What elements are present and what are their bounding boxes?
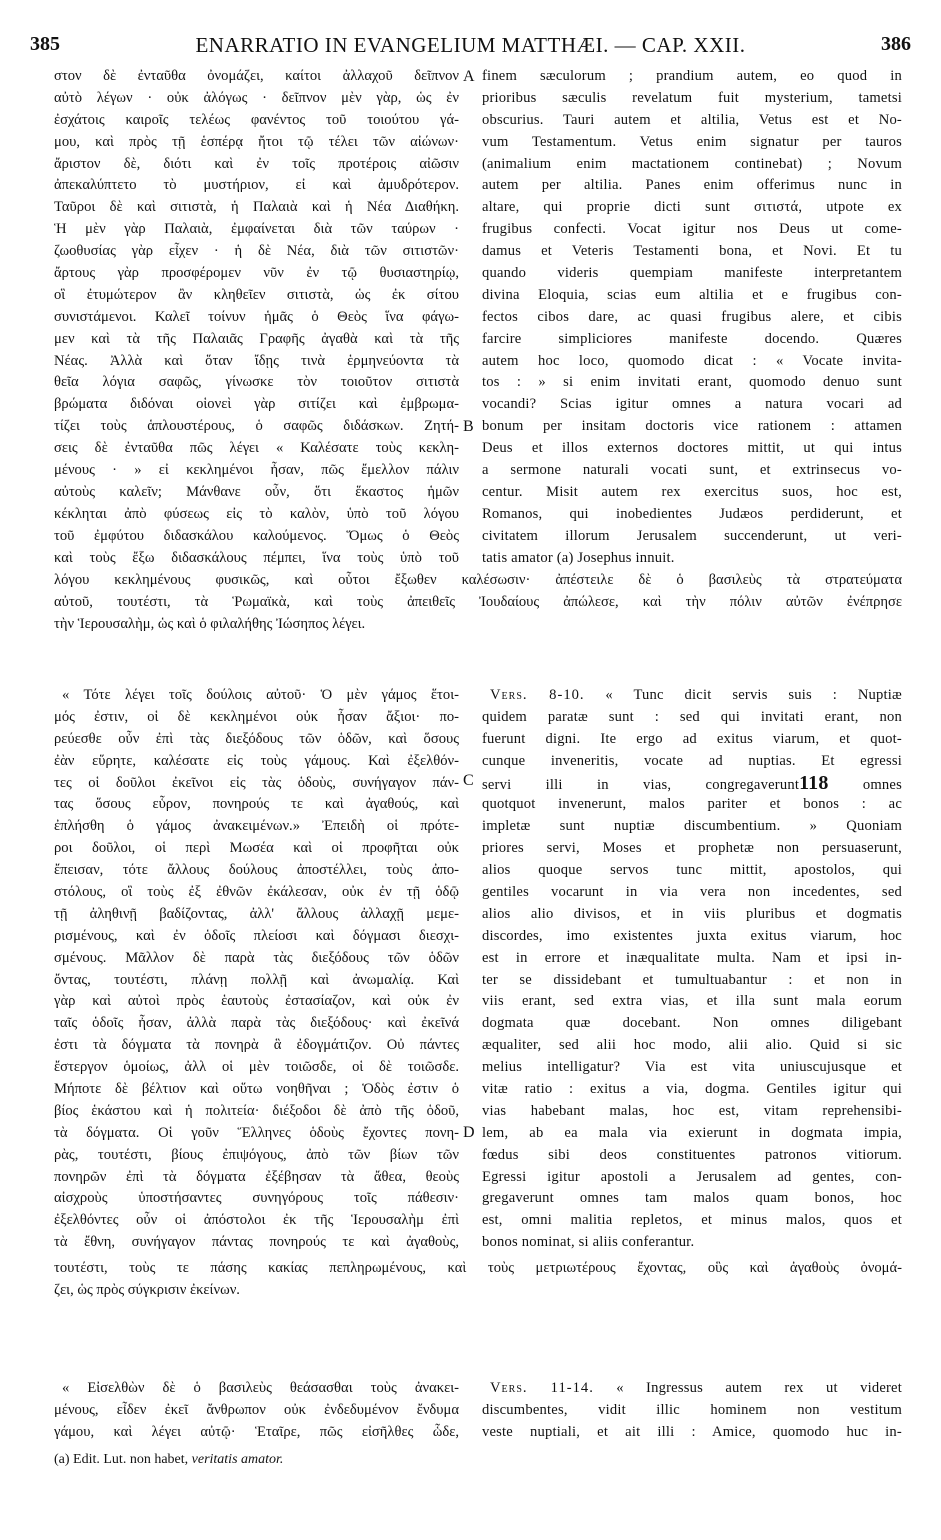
greek-column-middle xyxy=(54,685,459,1254)
text-line: τὰ ἔθνη, συνήγαγον πάντας πονηρούς τε καὶ ἀγαθοὺς, xyxy=(54,1234,459,1251)
greek-column-top xyxy=(54,66,459,569)
text-line: veste nuptiali, et ait illi : Amice, quomodo huc in- xyxy=(482,1423,902,1440)
text-line: prioribus sæculis revelatum fuit mysterium, tametsi xyxy=(482,89,902,106)
footnote-italic: veritatis amator. xyxy=(191,1452,284,1467)
text-line: autem hoc loco, quomodo dicat : « Vocate invita- xyxy=(482,352,902,369)
text-line: tatis amator (a) Josephus innuit. xyxy=(482,549,675,566)
text-line: σμένους. Μᾶλλον δὲ παρὰ τὰς διεξόδους τῶν ὁδῶν xyxy=(54,949,459,966)
latin-column-top xyxy=(482,66,902,569)
section-marker-b: B xyxy=(463,418,474,435)
text-line: καὶ τοὺς ἔξω διδασκάλους πέμπει, ἵνα τοὺς ὑπὸ τοῦ xyxy=(54,549,459,566)
text-line: στον δὲ ἐνταῦθα ὀνομάζει, καίτοι ἀλλαχοῦ δεῖπνον xyxy=(54,68,459,84)
text-line: τῇ ἀληθινῇ βαδίζοντας, ἀλλ' ἄλλους ἀλλαχῇ μεμε- xyxy=(54,905,459,922)
text-line: impletæ sunt nuptiæ discumbentium. » Quoniam xyxy=(482,818,902,835)
text-line: ἀπεκαλύπτετο τὸ μυστήριον, εἰ καὶ ἀμυδρότερον. xyxy=(54,177,459,194)
text-line: Νέας. Ἀλλὰ καὶ ὅταν ἴδῃς τινὰ ἑρμηνεύοντα τὰ xyxy=(54,352,459,369)
verse-reference: Vers. 11-14. xyxy=(490,1380,594,1396)
text-line: divina Eloquia, scias eum altilia et e frugibus con- xyxy=(482,286,902,303)
text-line: melius intelligatur? Via est vita uniuscujusque et xyxy=(482,1059,902,1076)
text-line: frugibus confecti. Vocat igitur nos Deus ut come- xyxy=(482,221,902,238)
text-line: fuerunt digni. Ite ergo ad exitus viarum, et quot- xyxy=(482,730,902,747)
latin-column-bottom xyxy=(482,1378,902,1444)
text-line: βίος ἑκάστου καὶ ἡ πολιτεία· διέξοδοι δὲ ἀπὸ τῆς ὁδοῦ, xyxy=(54,1102,459,1119)
text-line: tos : » si enim invitati erant, quomodo denuo sunt xyxy=(482,374,902,391)
text-line: ρὰς, τουτέστι, βίους ἐπιψόγους, ἀπὸ τῶν βίων τῶν xyxy=(54,1146,459,1163)
text-line: ταῖς ὁδοῖς ἦσαν, ἀλλὰ παρὰ τὰς διεξόδους· καὶ ἐκεῖνά xyxy=(54,1015,459,1032)
text-line: στόλους, οἳ τοὺς ἐξ ἐθνῶν ἐκάλεσαν, οὐκ ἐν τῇ ὁδῷ xyxy=(54,884,459,901)
text-line: γὰρ καὶ αὐτοὶ πρὸς ἑαυτοὺς ἐστασίαζον, καὶ οὐκ ἐν xyxy=(54,993,459,1010)
text-line: τες οἱ δοῦλοι ἐκεῖνοι εἰς τὰς ὁδοὺς, συνήγαγον πάν- xyxy=(54,774,459,791)
text-line: fectos cibos dare, ac quasi frugibus alere, et cibis xyxy=(482,308,902,325)
text-segment: servi illi in vias, congregaverunt xyxy=(482,776,800,793)
text-line: Ἡ μὲν γὰρ Παλαιὰ, ἐμφαίνεται διὰ τῶν ταύρων · xyxy=(54,221,459,238)
text-line: lem, ab ea mala via exierunt in dogmata impia, xyxy=(482,1124,902,1141)
text-line: ἐὰν εὕρητε, καλέσατε εἰς τοὺς γάμους. Καὶ ἐξελθόν- xyxy=(54,752,459,769)
text-line: vocandi? Scias igitur omnes a natura vocari ad xyxy=(482,396,902,413)
text-line: συνιστάμενοι. Καλεῖ τοίνυν ἡμᾶς ὁ Θεὸς ἵνα φάγω- xyxy=(54,308,459,325)
text-line: ρισμένους, καὶ ἐν ὁδοῖς πλείοσι καὶ δόγμασι διεσχι- xyxy=(54,927,459,944)
text-line: Ταῦροι δὲ καὶ σιτιστὰ, ἡ Παλαιὰ καὶ ἡ Νέα Διαθήκη. xyxy=(54,199,459,216)
page-number-left: 385 xyxy=(30,33,60,55)
verse-text: « Tunc dicit servis suis : Nuptiæ xyxy=(584,687,902,703)
greek-full-width-closing xyxy=(54,1258,902,1302)
text-line: alios alio divisos, et in viis pluribus et dogmatis xyxy=(482,905,902,922)
text-line: Μήποτε δὲ βέλτιον καὶ οὕτω νοηθῆναι ; Ὁδὸς ἐστιν ὁ xyxy=(54,1081,459,1098)
text-line: ter se dissidebant et tumultuabantur : et non in xyxy=(482,971,902,988)
greek-full-width-block xyxy=(54,570,902,636)
text-line: αἰσχροὺς ὑποστήσαντες συνηγόρους τοῖς πάθεσιν· xyxy=(54,1190,459,1207)
text-line: discumbentes, vidit illic hominem non vestitum xyxy=(482,1401,902,1418)
text-line: τίζει τοὺς ἁπλουστέρους, ὁ σαφῶς διδάσκων. Ζητή- xyxy=(54,418,459,435)
text-line: cunque inveneritis, vocate ad nuptias. Et egressi xyxy=(482,752,902,769)
section-marker-c: C xyxy=(463,772,474,789)
text-line: priores servi, Moses et prophetæ non persuaserunt, xyxy=(482,840,902,857)
text-line: ἔπεισαν, τότε ἄλλους δούλους ἀποστέλλει, τοὺς ἀπο- xyxy=(54,862,459,879)
section-marker-a: A xyxy=(463,68,475,85)
text-line: μου, καὶ πρὸς τῇ ἑσπέρᾳ ἤτοι τῷ τέλει τῶν αἰώνων· xyxy=(54,133,459,150)
text-line: ἄρτους γὰρ προσφέρομεν νῦν ἐν τῷ θυσιαστηρίῳ, xyxy=(54,265,459,282)
text-line: Romanos, qui inobedientes Judæos perdiderunt, et xyxy=(482,505,902,522)
running-title: ENARRATIO IN EVANGELIUM MATTHÆI. — CAP. XXII. xyxy=(195,33,746,57)
text-line: αὐτοὺς καλεῖν; Μάνθανε οὖν, ὅτι ἕκαστος ἡμῶν xyxy=(54,483,459,500)
text-line: alios quoque servos tunc mittit, apostolos, qui xyxy=(482,862,902,879)
text-line: Deus et illos externos doctores mittit, ut qui intus xyxy=(482,440,902,457)
text-line: quidem paratæ sunt : sed qui invitati erant, non xyxy=(482,708,902,725)
text-line: vum Testamentum. Vetus enim signatur per tauros xyxy=(482,133,902,150)
text-line: ἔστεργον ὁμοίως, ἀλλ οἱ μὲν τοιῶσδε, οἱ δὲ τοιῶσδε. xyxy=(54,1059,459,1076)
text-line: βρώματα διδόναι οἱονεὶ γὰρ σιτίζει καὶ ἐμβρωμα- xyxy=(54,396,459,413)
text-line: αὐτὸ λέγων · οὐκ ἀλόγως · δεῖπνον μὲν γὰρ, ὡς ἐν xyxy=(54,89,459,106)
text-line: centur. Misit autem rex exercitus suos, hoc est, xyxy=(482,483,902,500)
text-line: ὄντας, τουτέστι, πλάνῃ πολλῇ καὶ ἀνωμαλίᾳ. Καὶ xyxy=(54,971,459,988)
text-line: damus et Veteris Testamenti bona, et Novi. Et tu xyxy=(482,243,902,260)
text-line: vias habebant malas, hoc est, vitam reprehensibi- xyxy=(482,1102,902,1119)
text-line: κέκληται ἀπὸ φύσεως εἰς τὸ καλὸν, ὑπὸ τοῦ λόγου xyxy=(54,505,459,522)
text-line: ἐξελθόντες οὖν οἱ ἀπόστολοι ἐκ τῆς Ἱερουσαλὴμ ἐπὶ xyxy=(54,1212,459,1229)
text-line: « Τότε λέγει τοῖς δούλοις αὐτοῦ· Ὁ μὲν γάμος ἕτοι- xyxy=(62,687,459,703)
text-line: æqualiter, sed alii hoc modo, alii alio. Quid si sic xyxy=(482,1037,902,1054)
page-header xyxy=(30,33,911,63)
text-line: μός ἐστιν, οἱ δὲ κεκλημένοι οὐκ ἦσαν ἄξιοι· πο- xyxy=(54,708,459,725)
text-line: μένους, εἶδεν ἐκεῖ ἄνθρωπον οὐκ ἐνδεδυμένον ἔνδυμα xyxy=(54,1401,459,1418)
text-line: a sermone naturali vocati sunt, et extrinsecus vo- xyxy=(482,462,902,479)
text-line: Egressi igitur apostoli a Jerusalem ad gentes, con- xyxy=(482,1168,902,1185)
text-line xyxy=(482,773,902,795)
text-line: ροι δοῦλοι, οἱ περὶ Μωσέα καὶ οἱ προφῆται οὐκ xyxy=(54,840,459,857)
latin-column-middle xyxy=(482,685,902,1254)
text-line: ἄριστον δὲ, διότι καὶ ἐν τοῖς προτέροις αἰῶσιν xyxy=(54,155,459,172)
text-line: gregaverunt omnes tam malos quam bonos, hoc xyxy=(482,1190,902,1207)
text-line: θεῖα λόγια σαφῶς, γίνωσκε τὸν τοιοῦτον σιτιστὰ xyxy=(54,374,459,391)
text-line: fœdus sibi deos constituentes patronos vitiorum. xyxy=(482,1146,902,1163)
text-line: σεις δὲ ἐνταῦθα πῶς λέγει « Καλέσατε τοὺς κεκλη- xyxy=(54,440,459,457)
footnote xyxy=(54,1452,283,1468)
latin-verse-line xyxy=(482,1378,902,1400)
text-segment: omnes xyxy=(828,776,902,793)
column-number: 118 xyxy=(799,772,829,794)
text-line: discordes, imo existentes juxta exitus viarum, hoc xyxy=(482,927,902,944)
text-line: est, omni malitia repletos, et minus malos, quos et xyxy=(482,1212,902,1229)
text-line: μένους · » εἰ κεκλημένοι ἦσαν, πῶς ἔμελλον πάλιν xyxy=(54,462,459,479)
text-line: γάμου, καὶ λέγει αὐτῷ· Ἑταῖρε, πῶς εἰσῆλθες ὧδε, xyxy=(54,1423,459,1440)
text-line: αὐτοῦ, τουτέστι, τὰ Ῥωμαϊκὰ, καὶ τοὺς ἀπειθεῖς Ἰουδαίους ἀπώλεσε, καὶ τὴν πόλιν αὐτῶν ἐνέπρησε xyxy=(54,593,902,610)
text-line: ζει, ὡς πρὸς σύγκρισιν ἐκείνων. xyxy=(54,1281,240,1298)
text-line: (animalium enim mactationem continebat) ; Novum xyxy=(482,155,902,172)
text-line: τοῦ ἐμφύτου διδασκάλου καλούμενος. Ὅμως ὁ Θεὸς xyxy=(54,527,459,544)
greek-column-bottom xyxy=(54,1378,459,1444)
text-line: bonos nominat, si aliis conferantur. xyxy=(482,1234,695,1251)
verse-text: « Ingressus autem rex ut videret xyxy=(593,1380,902,1396)
text-line: dogmata quæ docebant. Non omnes diligebant xyxy=(482,1015,902,1032)
text-line: μεν καὶ τὰ τῆς Παλαιᾶς Γραφῆς ἀγαθὰ καὶ τὰ τῆς xyxy=(54,330,459,347)
text-line: altare, qui proprie dicti sunt σιτιστά, utpote ex xyxy=(482,199,902,216)
text-line: τουτέστι, τοὺς τε πάσης κακίας πεπληρωμένους, καὶ τοὺς μετριωτέρους ἔχοντας, οὓς καὶ ἀγαθοὺς ὀνομά- xyxy=(54,1260,902,1276)
text-line: quando videris quempiam manifeste interpretantem xyxy=(482,265,902,282)
footnote-mark: (a) xyxy=(54,1452,70,1467)
text-line: bonum per insitam doctoris vice rationem : attamen xyxy=(482,418,902,435)
text-line: gentiles vocarunt in via vera non incedentes, sed xyxy=(482,884,902,901)
text-line: τας ὅσους εὗρον, πονηρούς τε καὶ ἀγαθούς, καὶ xyxy=(54,796,459,813)
text-line: est in errore et inæqualitate multa. Nam et ipsi in- xyxy=(482,949,902,966)
text-line: quotquot invenerunt, malos pariter et bonos : ac xyxy=(482,796,902,813)
text-line: viis erant, sed extra vias, et illa sunt mala eorum xyxy=(482,993,902,1010)
latin-verse-line xyxy=(482,685,902,707)
text-line: λόγου κεκλημένους φυσικῶς, καὶ οὗτοι ἔξωθεν καλέσωσιν· ἀπέστειλε δὲ ὁ βασιλεὺς τὰ στρατεύματα xyxy=(54,572,902,588)
text-line: ἐσχάτοις καιροῖς τελέως φανέντος τοῦ τοιούτου γά- xyxy=(54,111,459,128)
text-line: finem sæculorum ; prandium autem, eo quod in xyxy=(482,68,902,84)
text-line: οἳ ἐτυμώτερον ἂν κληθεῖεν σιτιστὰ, ὡς ἐκ σίτου xyxy=(54,286,459,303)
text-line: vitæ ratio : exitus a via, dogma. Gentiles igitur qui xyxy=(482,1081,902,1098)
text-line: τὴν Ἱερουσαλὴμ, ὡς καὶ ὁ φιλαλήθης Ἰώσηπος λέγει. xyxy=(54,615,366,632)
text-line: ἐπλήσθη ὁ γάμος ἀνακειμένων.» Ἐπειδὴ οἱ πρότε- xyxy=(54,818,459,835)
text-line: autem per altilia. Panes enim offerimus nunc in xyxy=(482,177,902,194)
text-line: ἐστι τὰ δόγματα τὰ πονηρὰ ἃ ἐδογμάτιζον. Οὐ πάντες xyxy=(54,1037,459,1054)
verse-reference: Vers. 8-10. xyxy=(490,687,585,703)
footnote-text: Edit. Lut. non habet, xyxy=(69,1452,192,1467)
text-line: « Εἰσελθὼν δὲ ὁ βασιλεὺς θεάσασθαι τοὺς ἀνακει- xyxy=(62,1380,459,1396)
page-number-right: 386 xyxy=(881,33,911,55)
text-line: farcire simpliciores manifeste docendo. Quæres xyxy=(482,330,902,347)
text-line: ζωοθυσίας γὰρ εἶχεν · ἡ δὲ Νέα, διὰ τῶν σιτιστῶν· xyxy=(54,243,459,260)
text-line: civitatem illorum Jerusalem succenderunt, ut veri- xyxy=(482,527,902,544)
text-line: πονηρῶν ἐπὶ τὰ δόγματα ἐξέβησαν τὰ ἄθεα, θεοὺς xyxy=(54,1168,459,1185)
text-line: obscurius. Tauri autem et altilia, Vetus est et No- xyxy=(482,111,902,128)
text-line: ρεύεσθε οὖν ἐπὶ τὰς διεξόδους τῶν ὁδῶν, καὶ ὅσους xyxy=(54,730,459,747)
section-marker-d: D xyxy=(463,1124,475,1141)
text-line: τὰ δόγματα. Οἱ γοῦν Ἕλληνες ὁδοὺς ἔχοντες πονη- xyxy=(54,1124,459,1141)
